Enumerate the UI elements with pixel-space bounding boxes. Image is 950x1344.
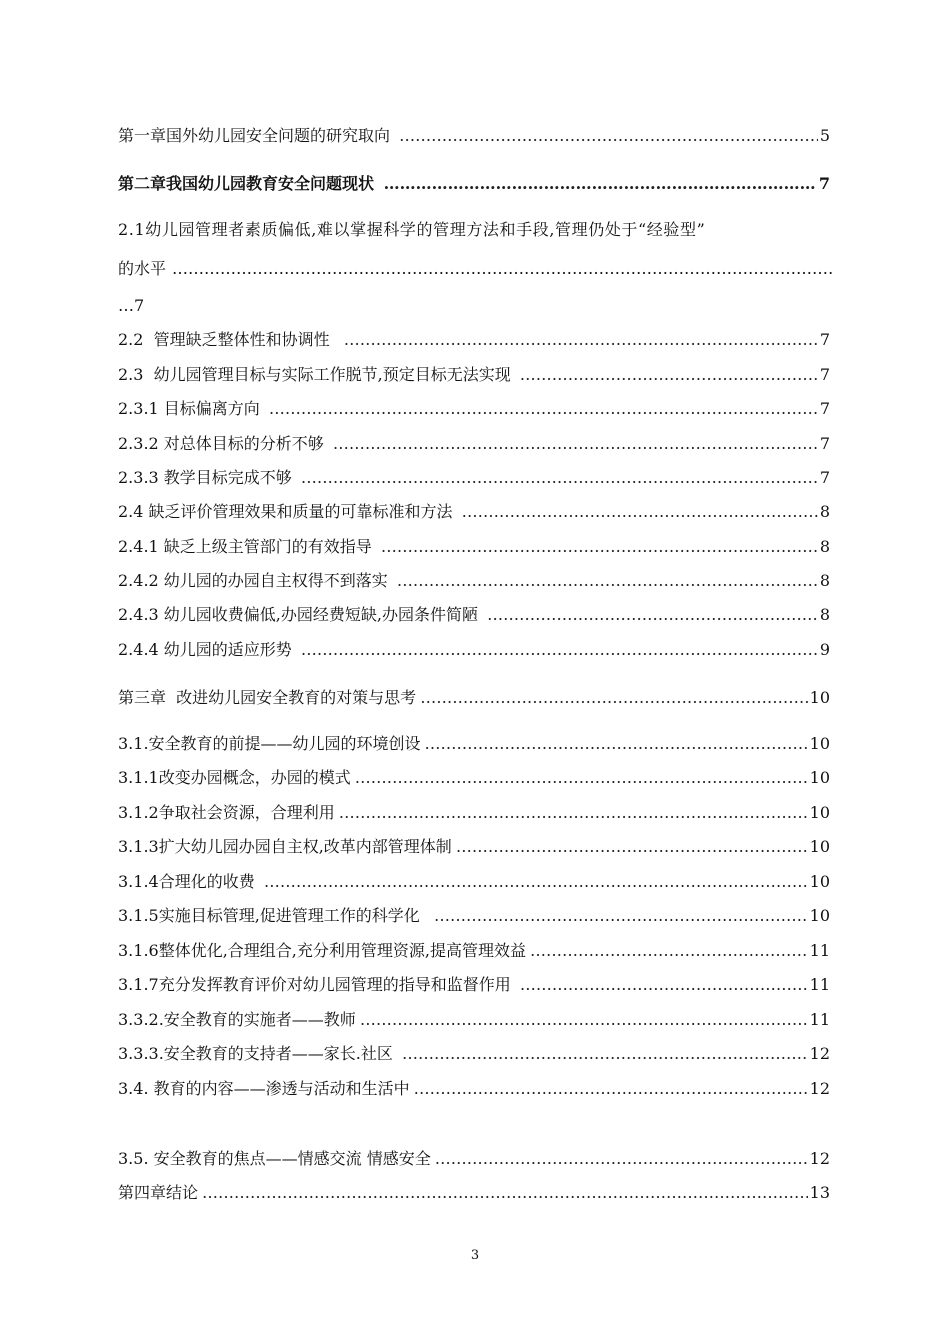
toc-entry-label: 3.1.2争取社会资源，合理利用 bbox=[118, 803, 335, 822]
dot-leader bbox=[520, 975, 808, 995]
toc-entry-label: 3.3.3.安全教育的支持者——家长.社区 bbox=[118, 1044, 398, 1063]
toc-entry-3-1-7[interactable] bbox=[118, 975, 830, 995]
dot-leader bbox=[399, 126, 818, 146]
dot-leader bbox=[414, 1079, 808, 1099]
toc-entry-2-4-2[interactable] bbox=[118, 571, 830, 591]
toc-entry-label: 2.4.1 缺乏上级主管部门的有效指导 bbox=[118, 537, 377, 556]
toc-entry-page: 7 bbox=[819, 365, 830, 384]
toc-entry-label: 3.1.3扩大幼儿园办园自主权,改革内部管理体制 bbox=[118, 837, 452, 856]
dot-leader bbox=[264, 872, 808, 892]
toc-entry-page: 13 bbox=[809, 1183, 830, 1202]
toc-entry-page: 7 bbox=[819, 434, 830, 453]
toc-entry-3-1-2[interactable] bbox=[118, 803, 830, 823]
toc-entry-label: 2.2 管理缺乏整体性和协调性 bbox=[118, 330, 340, 349]
toc-entry-2-3-2[interactable] bbox=[118, 434, 830, 454]
toc-entry-3-1[interactable] bbox=[118, 734, 830, 754]
toc-entry-label: 2.4.4 幼儿园的适应形势 bbox=[118, 640, 297, 659]
toc-entry-3-4[interactable] bbox=[118, 1079, 830, 1099]
toc-entry-2-4-4[interactable] bbox=[118, 640, 830, 660]
dot-leader bbox=[530, 941, 808, 961]
dot-leader bbox=[301, 468, 818, 488]
toc-entry-label: 第一章国外幼儿园安全问题的研究取向 bbox=[118, 126, 396, 145]
toc-entry-label: 3.1.6整体优化,合理组合,充分利用管理资源,提高管理效益 bbox=[118, 941, 526, 960]
toc-entry-page: 10 bbox=[809, 872, 830, 891]
toc-entry-page: 10 bbox=[809, 688, 830, 707]
toc-entry-label: 2.4.2 幼儿园的办园自主权得不到落实 bbox=[118, 571, 393, 590]
toc-entry-label: 3.1.4合理化的收费 bbox=[118, 872, 260, 891]
toc-entry-page: 10 bbox=[809, 837, 830, 856]
toc-entry-page: 7 bbox=[819, 399, 830, 418]
dot-leader bbox=[435, 1149, 808, 1169]
toc-entry-2-2[interactable] bbox=[118, 330, 830, 350]
toc-entry-page: 10 bbox=[809, 803, 830, 822]
toc-entry-2-1-line1[interactable]: 2.1幼儿园管理者素质偏低,难以掌握科学的管理方法和手段,管理仍处于“经验型” bbox=[118, 220, 706, 239]
toc-entry-label: 3.1.7充分发挥教育评价对幼儿园管理的指导和监督作用 bbox=[118, 975, 516, 994]
page-number: 3 bbox=[470, 1248, 480, 1263]
toc-entry-page: 11 bbox=[809, 1010, 830, 1029]
toc-entry-2-3[interactable] bbox=[118, 365, 830, 385]
dot-leader bbox=[384, 174, 817, 194]
toc-entry-2-4-3[interactable] bbox=[118, 605, 830, 625]
toc-entry-page: 5 bbox=[819, 126, 830, 145]
toc-entry-page: 10 bbox=[809, 906, 830, 925]
toc-entry-page: 9 bbox=[819, 640, 830, 659]
dot-leader bbox=[269, 399, 818, 419]
dot-leader bbox=[344, 330, 818, 350]
toc-entry-2-4-1[interactable] bbox=[118, 537, 830, 557]
toc-entry-2-1-line2[interactable] bbox=[118, 259, 834, 279]
dot-leader bbox=[487, 605, 818, 625]
toc-entry-page: 7 bbox=[818, 174, 830, 193]
toc-entry-page: 8 bbox=[819, 502, 830, 521]
toc-entry-2-1-line3: …7 bbox=[118, 296, 145, 315]
toc-entry-3-3-3[interactable] bbox=[118, 1044, 830, 1064]
toc-entry-page: 8 bbox=[819, 605, 830, 624]
toc-entry-page: 12 bbox=[809, 1044, 830, 1063]
toc-entry-2-3-3[interactable] bbox=[118, 468, 830, 488]
toc-entry-3-1-4[interactable] bbox=[118, 872, 830, 892]
toc-entry-chapter-3[interactable] bbox=[118, 688, 830, 708]
toc-entry-3-5[interactable] bbox=[118, 1149, 830, 1169]
dot-leader bbox=[381, 537, 818, 557]
toc-entry-chapter-4[interactable] bbox=[118, 1183, 830, 1203]
toc-entry-page: 10 bbox=[809, 734, 830, 753]
dot-leader bbox=[462, 502, 818, 522]
toc-entry-page: 12 bbox=[809, 1079, 830, 1098]
toc-entry-label: 2.3 幼儿园管理目标与实际工作脱节,预定目标无法实现 bbox=[118, 365, 516, 384]
dot-leader bbox=[355, 768, 808, 788]
toc-entry-label: 2.4 缺乏评价管理效果和质量的可靠标准和方法 bbox=[118, 502, 458, 521]
dot-leader bbox=[360, 1010, 808, 1030]
toc-entry-3-1-6[interactable] bbox=[118, 941, 830, 961]
dot-leader bbox=[520, 365, 818, 385]
toc-entry-page: 7 bbox=[819, 468, 830, 487]
dot-leader bbox=[425, 734, 808, 754]
dot-leader bbox=[456, 837, 808, 857]
toc-entry-3-1-3[interactable] bbox=[118, 837, 830, 857]
toc-entry-label: 3.5. 安全教育的焦点——情感交流 情感安全 bbox=[118, 1149, 431, 1168]
toc-entry-label: 2.3.2 对总体目标的分析不够 bbox=[118, 434, 329, 453]
toc-entry-label: 2.3.3 教学目标完成不够 bbox=[118, 468, 297, 487]
toc-entry-label: 3.4. 教育的内容——渗透与活动和生活中 bbox=[118, 1079, 410, 1098]
toc-entry-chapter-2[interactable] bbox=[118, 174, 830, 194]
toc-entry-chapter-1[interactable] bbox=[118, 126, 830, 146]
dot-leader bbox=[339, 803, 808, 823]
toc-entry-label: 3.1.安全教育的前提——幼儿园的环境创设 bbox=[118, 734, 421, 753]
dot-leader bbox=[333, 434, 818, 454]
dot-leader bbox=[402, 1044, 808, 1064]
toc-entry-2-4[interactable] bbox=[118, 502, 830, 522]
toc-entry-label: 2.4.3 幼儿园收费偏低,办园经费短缺,办园条件简陋 bbox=[118, 605, 484, 624]
toc-entry-label: 2.3.1 目标偏离方向 bbox=[118, 399, 265, 418]
toc-entry-page: 8 bbox=[819, 571, 830, 590]
toc-entry-label: 3.1.1改变办园概念，办园的模式 bbox=[118, 768, 351, 787]
dot-leader bbox=[420, 688, 807, 708]
toc-entry-label: 第三章 改进幼儿园安全教育的对策与思考 bbox=[118, 688, 417, 707]
toc-entry-3-1-1[interactable] bbox=[118, 768, 830, 788]
toc-entry-label: 3.3.2.安全教育的实施者——教师 bbox=[118, 1010, 356, 1029]
toc-entry-page: 11 bbox=[809, 975, 830, 994]
toc-entry-2-3-1[interactable] bbox=[118, 399, 830, 419]
dot-leader bbox=[397, 571, 818, 591]
toc-entry-3-3-2[interactable] bbox=[118, 1010, 830, 1030]
dot-leader bbox=[202, 1183, 808, 1203]
toc-entry-page: 8 bbox=[819, 537, 830, 556]
dot-leader bbox=[301, 640, 818, 660]
toc-entry-label: 的水平 bbox=[118, 259, 167, 278]
toc-entry-page: 11 bbox=[809, 941, 830, 960]
toc-entry-page: 7 bbox=[819, 330, 830, 349]
dot-leader bbox=[172, 259, 834, 279]
toc-entry-page: 12 bbox=[809, 1149, 830, 1168]
toc-entry-label: 第二章我国幼儿园教育安全问题现状 bbox=[118, 174, 380, 193]
toc-entry-label: 3.1.5实施目标管理,促进管理工作的科学化 bbox=[118, 906, 430, 925]
dot-leader bbox=[434, 906, 808, 926]
toc-entry-page: 10 bbox=[809, 768, 830, 787]
toc-entry-label: 第四章结论 bbox=[118, 1183, 199, 1202]
toc-entry-3-1-5[interactable] bbox=[118, 906, 830, 926]
